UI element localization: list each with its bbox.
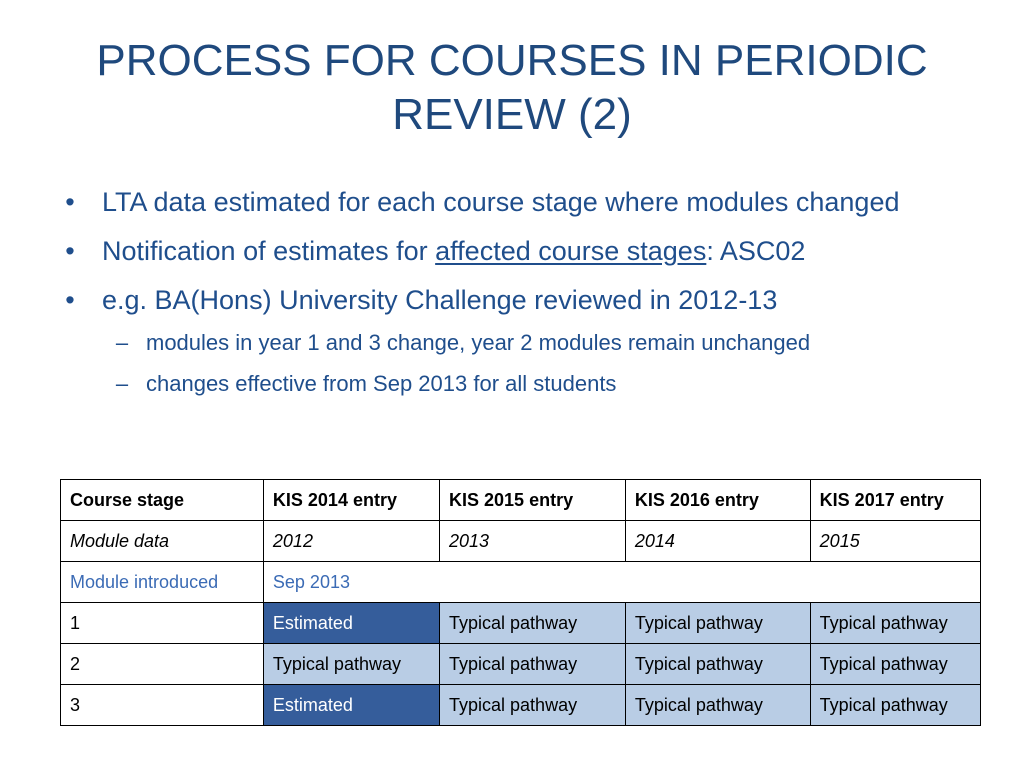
- typical-cell: Typical pathway: [625, 644, 810, 685]
- sub-bullet-item: [102, 363, 960, 404]
- estimated-cell: Estimated: [263, 603, 439, 644]
- typical-cell: Typical pathway: [440, 685, 626, 726]
- slide-title: PROCESS FOR COURSES IN PERIODIC REVIEW (2): [96, 36, 928, 139]
- bullet-item: [60, 231, 960, 271]
- header-cell: KIS 2015 entry: [440, 480, 626, 521]
- sub-bullet-list: [102, 322, 960, 404]
- table-cell: 2014: [625, 521, 810, 562]
- sub-bullet-text: modules in year 1 and 3 change, year 2 modules remain unchanged: [146, 330, 811, 355]
- header-cell: KIS 2017 entry: [810, 480, 980, 521]
- typical-cell: Typical pathway: [625, 685, 810, 726]
- stage-cell: 2: [61, 644, 264, 685]
- table-cell: Module data: [61, 521, 264, 562]
- typical-cell: Typical pathway: [440, 603, 626, 644]
- bullet-item: [60, 182, 960, 222]
- bullet-list: [60, 182, 960, 413]
- bullet-marker: •: [65, 187, 75, 217]
- bullet-marker: •: [65, 236, 75, 266]
- table-cell: Module introduced: [61, 562, 264, 603]
- typical-cell: Typical pathway: [263, 644, 439, 685]
- bullet-text: e.g. BA(Hons) University Challenge reviewed in 2012-13: [102, 285, 778, 315]
- bullet-text-prefix: Notification of estimates for: [102, 236, 436, 266]
- dash-marker: –: [115, 371, 129, 396]
- table-cell: 2013: [440, 521, 626, 562]
- table-cell: 2012: [263, 521, 439, 562]
- kis-entry-table: [60, 479, 981, 726]
- bullet-marker: •: [65, 285, 75, 315]
- stage-cell: 3: [61, 685, 264, 726]
- header-cell: KIS 2016 entry: [625, 480, 810, 521]
- header-cell: Course stage: [61, 480, 264, 521]
- table-row: [61, 603, 981, 644]
- bullet-text: LTA data estimated for each course stage where modules changed: [102, 187, 900, 217]
- table-cell: Sep 2013: [263, 562, 980, 603]
- bullet-text-suffix: : ASC02: [706, 236, 806, 266]
- table-cell: 2015: [810, 521, 980, 562]
- table-row: [61, 685, 981, 726]
- typical-cell: Typical pathway: [625, 603, 810, 644]
- typical-cell: Typical pathway: [440, 644, 626, 685]
- table-header-row: [61, 480, 981, 521]
- typical-cell: Typical pathway: [810, 644, 980, 685]
- dash-marker: –: [115, 330, 129, 355]
- typical-cell: Typical pathway: [810, 685, 980, 726]
- stage-cell: 1: [61, 603, 264, 644]
- typical-cell: Typical pathway: [810, 603, 980, 644]
- sub-bullet-text: changes effective from Sep 2013 for all students: [146, 371, 617, 396]
- module-introduced-row: [61, 562, 981, 603]
- sub-bullet-item: [102, 322, 960, 363]
- module-data-row: [61, 521, 981, 562]
- table-row: [61, 644, 981, 685]
- bullet-item: [60, 280, 960, 404]
- underlined-link-text: affected course stages: [435, 236, 707, 266]
- header-cell: KIS 2014 entry: [263, 480, 439, 521]
- estimated-cell: Estimated: [263, 685, 439, 726]
